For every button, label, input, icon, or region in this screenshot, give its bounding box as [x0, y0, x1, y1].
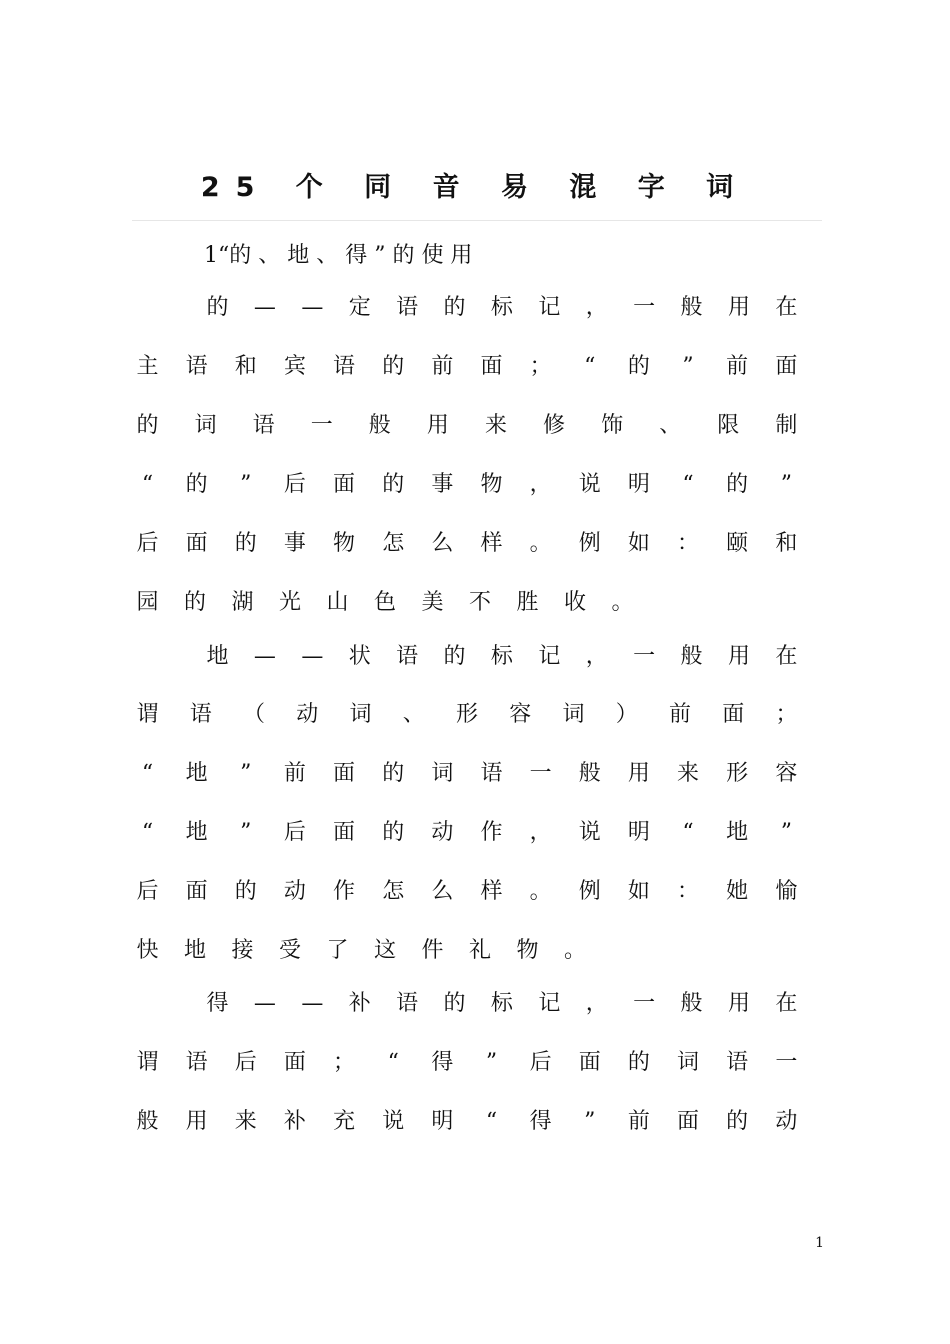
body-line: 后 面 的 事 物 怎 么 样 。 例 如 ： 颐 和 [136, 531, 798, 556]
body-line: 快 地 接 受 了 这 件 礼 物 。 [136, 938, 586, 963]
body-line: “ 的 ” 后 面 的 事 物 ， 说 明 “ 的 ” [141, 472, 792, 497]
body-line: 主 语 和 宾 语 的 前 面 ； “ 的 ” 前 面 [136, 354, 798, 379]
body-line: 谓 语 （ 动 词 、 形 容 词 ） 前 面 ； [136, 702, 798, 727]
body-line: 得 — — 补 语 的 标 记 ， 一 般 用 在 [206, 991, 798, 1016]
section-heading: 1“的 、 地 、 得 ” 的 使 用 [204, 243, 473, 268]
body-line: 园 的 湖 光 山 色 美 不 胜 收 。 [136, 590, 634, 615]
body-line: “ 地 ” 后 面 的 动 作 ， 说 明 “ 地 ” [141, 820, 792, 845]
body-line: 地 — — 状 语 的 标 记 ， 一 般 用 在 [206, 644, 798, 669]
page-title: 25 个 同 音 易 混 字 词 [200, 172, 750, 203]
body-line: 谓 语 后 面 ； “ 得 ” 后 面 的 词 语 一 [136, 1050, 798, 1075]
title-divider [132, 220, 822, 221]
body-line: 的 — — 定 语 的 标 记 ， 一 般 用 在 [206, 295, 798, 320]
page-number: 1 [815, 1235, 824, 1251]
body-line: 的 词 语 一 般 用 来 修 饰 、 限 制 [136, 413, 798, 438]
body-line: 后 面 的 动 作 怎 么 样 。 例 如 ： 她 愉 [136, 879, 798, 904]
body-line: “ 地 ” 前 面 的 词 语 一 般 用 来 形 容 [141, 761, 798, 786]
body-line: 般 用 来 补 充 说 明 “ 得 ” 前 面 的 动 [136, 1109, 798, 1134]
